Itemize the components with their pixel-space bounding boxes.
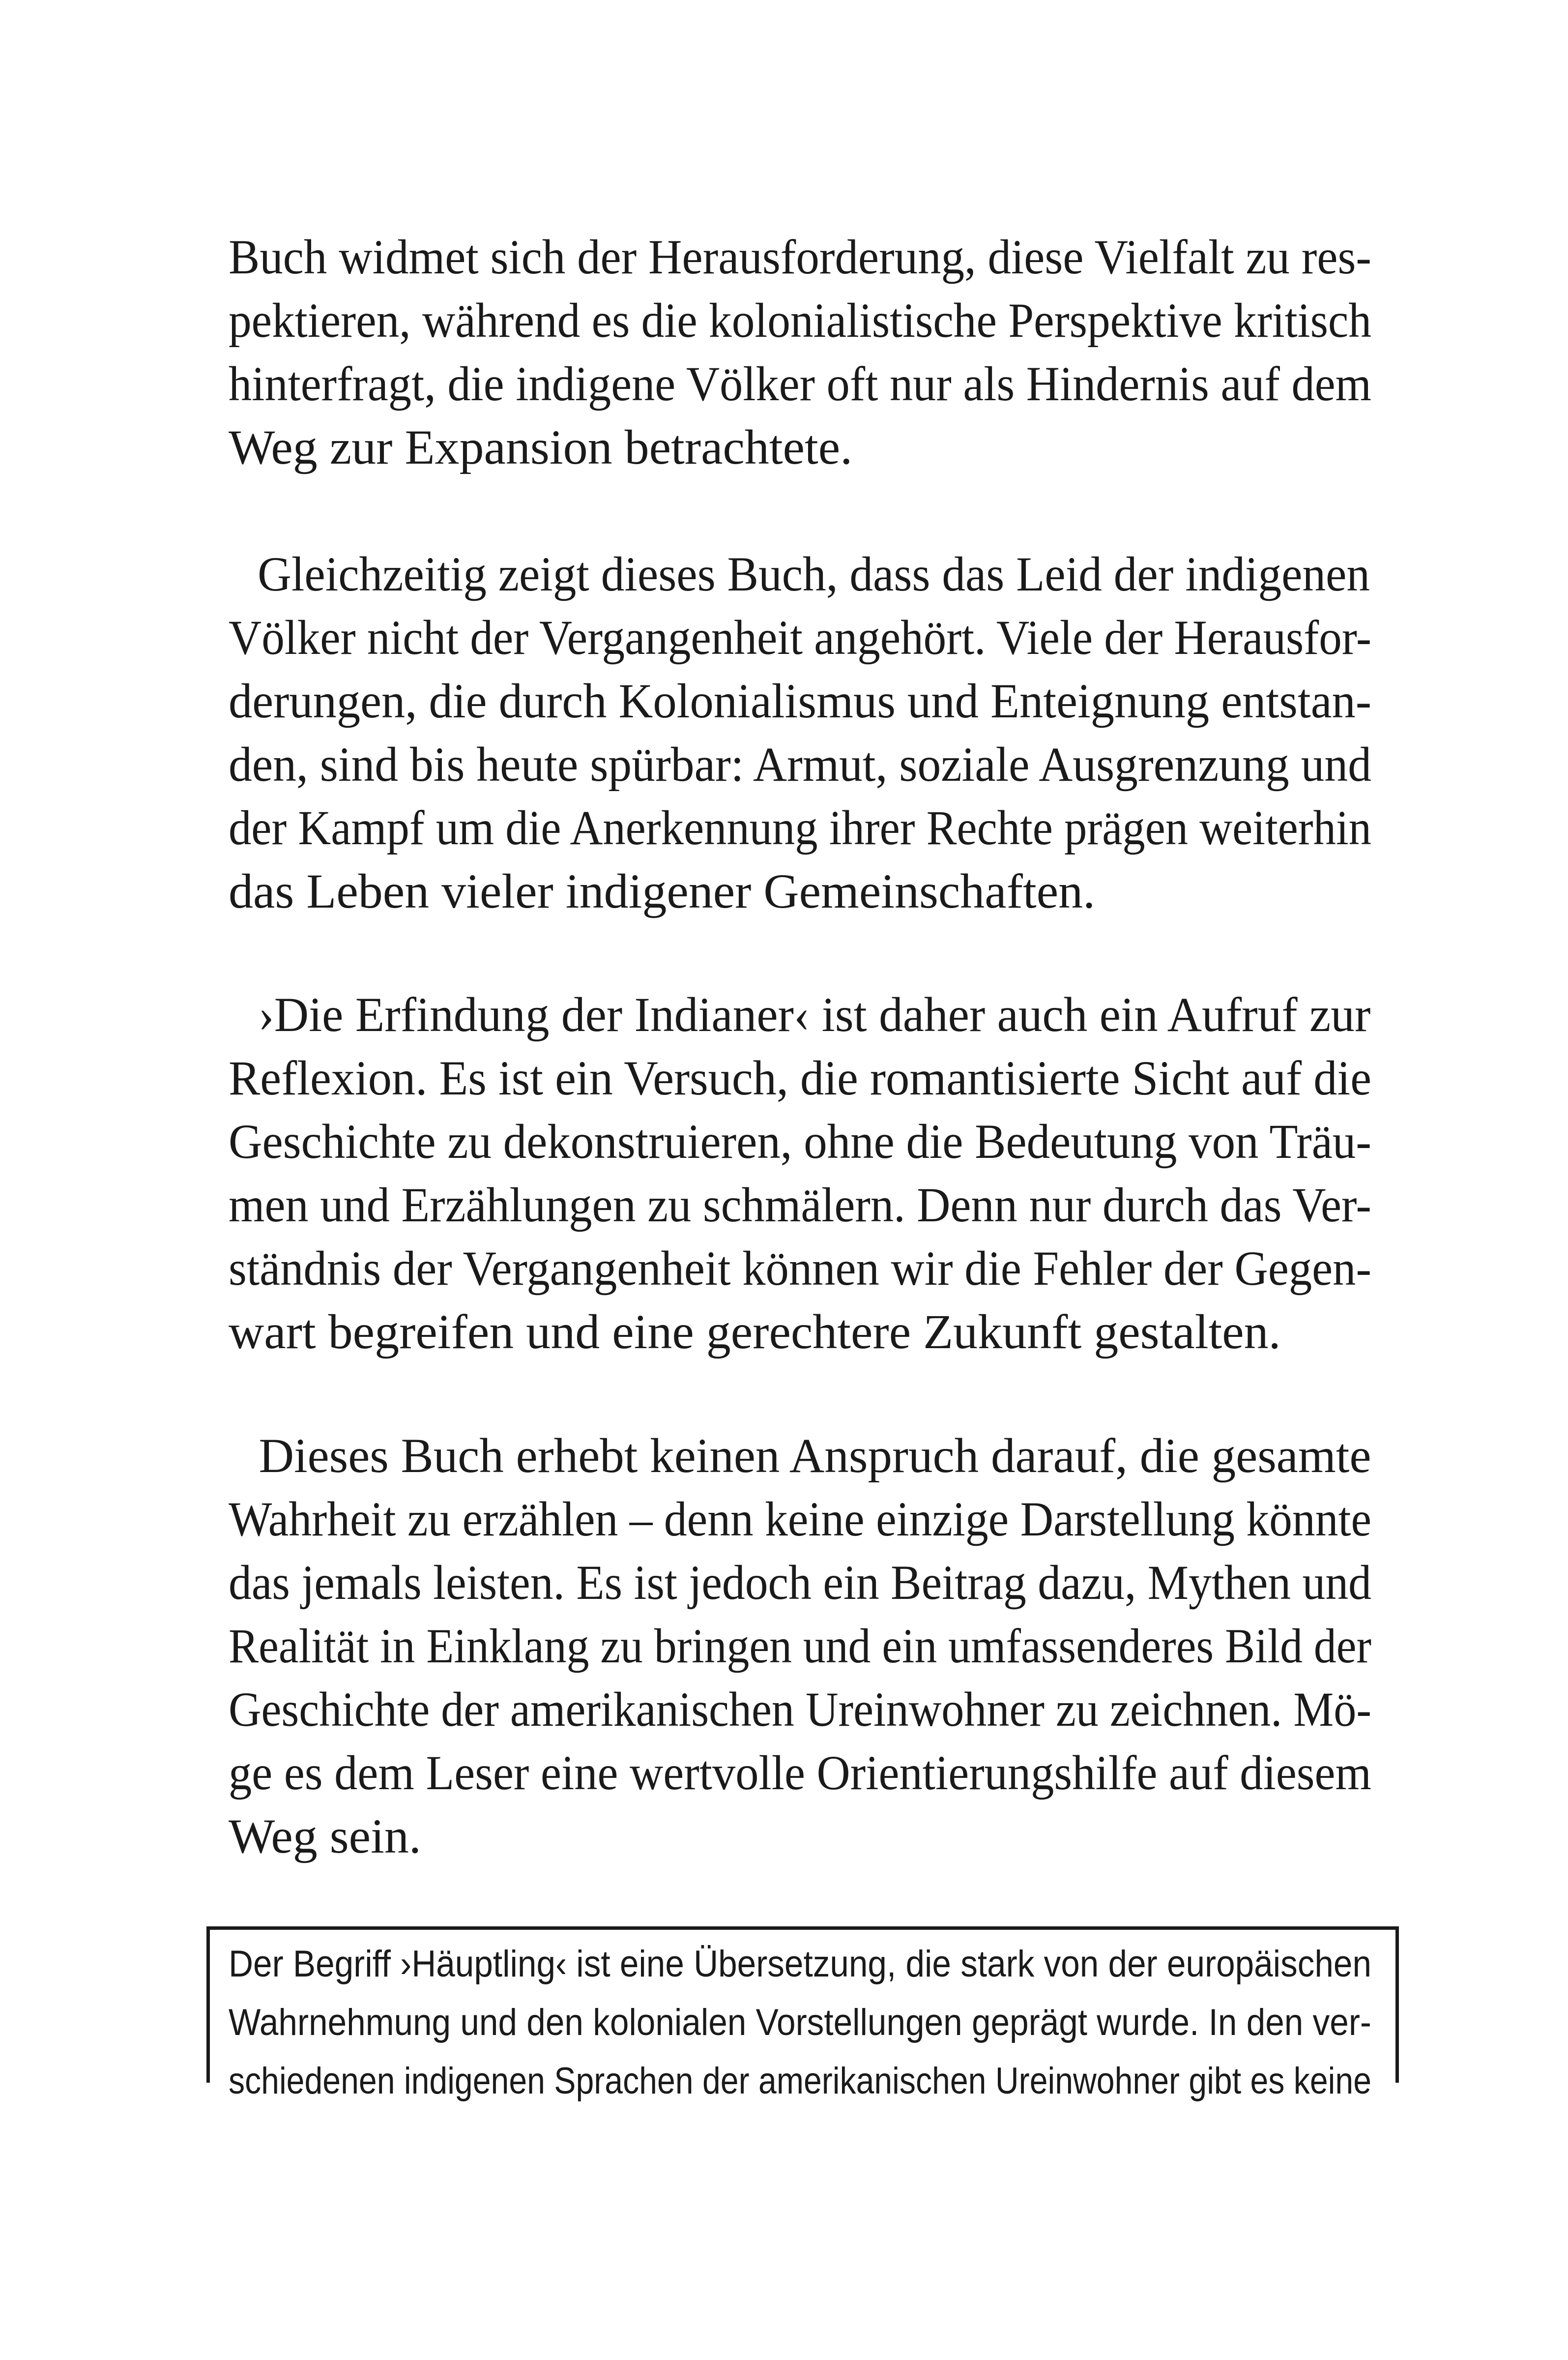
footnote-line: schiedenen indigenen Sprachen der amerikanischen Ureinwohner gibt es keine <box>229 2060 1371 2102</box>
text-line: ge es dem Leser eine wertvolle Orientierungshilfe auf diesem <box>229 1745 1371 1800</box>
text-line: ständnis der Vergangenheit können wir die Fehler der Gegen- <box>229 1241 1371 1296</box>
text-line: Wahrheit zu erzählen – denn keine einzige Darstellung könnte <box>229 1492 1371 1546</box>
paragraph <box>229 1424 1371 1868</box>
footnote-text <box>229 1935 1371 2110</box>
footnote-line: Wahrnehmung und den kolonialen Vorstellungen geprägt wurde. In den ver- <box>229 2002 1371 2043</box>
text-line: ›Die Erfindung der Indianer‹ ist daher auch ein Aufruf zur <box>258 987 1371 1042</box>
text-line: Weg sein. <box>229 1809 421 1863</box>
text-line: den, sind bis heute spürbar: Armut, soziale Ausgrenzung und <box>229 737 1371 792</box>
text-line: Gleichzeitig zeigt dieses Buch, dass das Leid der indigenen <box>258 547 1370 601</box>
text-line: derungen, die durch Kolonialismus und Enteignung entstan- <box>229 674 1371 728</box>
text-line: Dieses Buch erhebt keinen Anspruch darauf, die gesamte <box>259 1428 1371 1483</box>
paragraph <box>229 542 1371 923</box>
footnote-line: Der Begriff ›Häuptling‹ ist eine Übersetzung, die stark von der europäischen <box>229 1943 1371 1985</box>
text-line: pektieren, während es die kolonialistische Perspektive kritisch <box>229 293 1371 348</box>
text-line: das jemals leisten. Es ist jedoch ein Beitrag dazu, Mythen und <box>229 1555 1371 1610</box>
text-line: der Kampf um die Anerkennung ihrer Rechte prägen weiterhin <box>229 800 1371 855</box>
text-line: Geschichte zu dekonstruieren, ohne die Bedeutung von Träu- <box>229 1114 1371 1169</box>
paragraph <box>229 983 1371 1363</box>
paragraph <box>229 225 1371 479</box>
text-line: Reflexion. Es ist ein Versuch, die romantisierte Sicht auf die <box>229 1051 1371 1105</box>
text-line: men und Erzählungen zu schmälern. Denn nur durch das Ver- <box>229 1178 1371 1232</box>
text-line: Buch widmet sich der Herausforderung, diese Vielfalt zu res- <box>229 230 1371 284</box>
text-line: wart begreifen und eine gerechtere Zukunft gestalten. <box>229 1304 1281 1359</box>
text-line: Geschichte der amerikanischen Ureinwohner zu zeichnen. Mö- <box>229 1682 1371 1737</box>
text-line: Weg zur Expansion betrachtete. <box>229 420 853 474</box>
text-line: hinterfragt, die indigene Völker oft nur als Hindernis auf dem <box>229 356 1371 411</box>
text-line: das Leben vieler indigener Gemeinschaften. <box>229 864 1096 918</box>
text-line: Völker nicht der Vergangenheit angehört. Viele der Herausfor- <box>229 610 1371 665</box>
text-line: Realität in Einklang zu bringen und ein umfassenderes Bild der <box>229 1619 1371 1673</box>
